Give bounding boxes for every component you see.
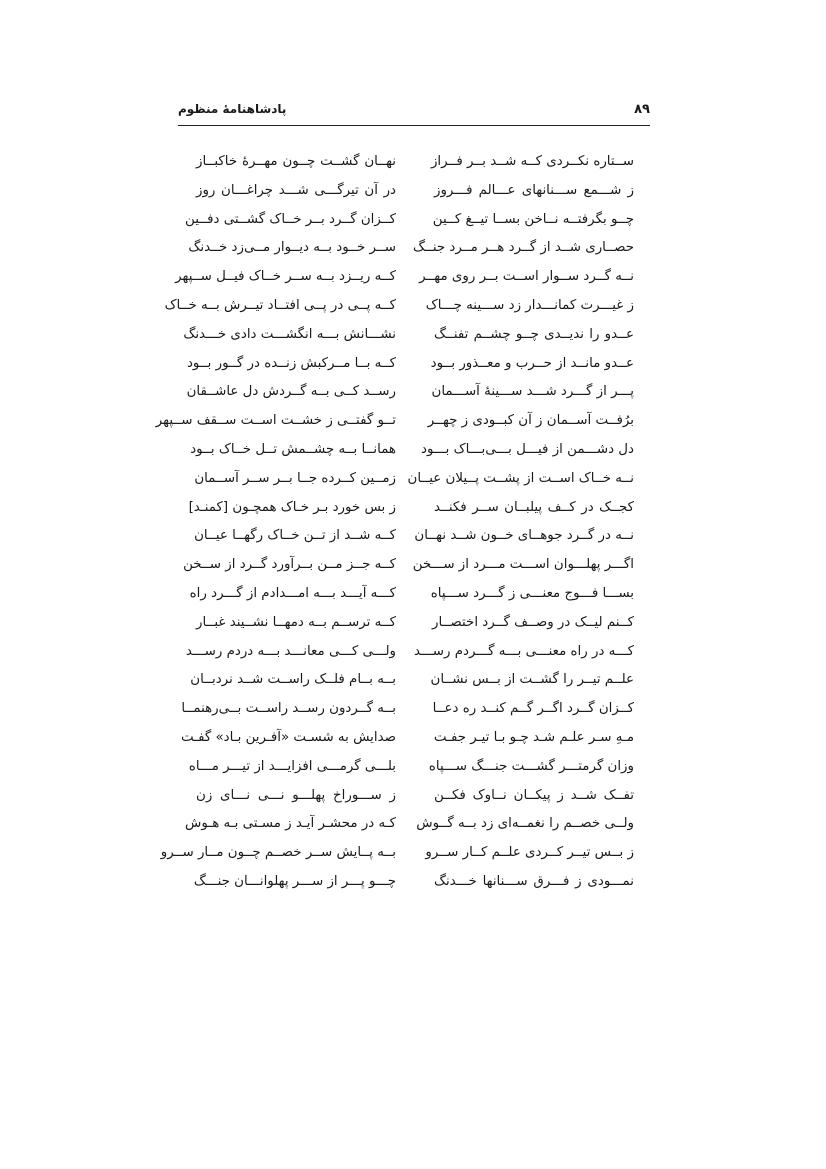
second-hemistich: نشـــانش بـــه انگشـــت دادی خـــدنگ	[183, 326, 396, 342]
second-hemistich: ز ســـوراخ پهلـــو نـــی نـــای زن	[196, 787, 396, 803]
couplet	[185, 810, 634, 839]
couplet	[196, 465, 634, 494]
second-hemistich: بــه پــایش ســر خصــم چــون مــار ســرو	[160, 845, 396, 861]
first-hemistich: ز بــس تیــر کــردی علــم کــار ســرو	[425, 845, 634, 861]
first-hemistich: برُفــت آســمان ز آن کبــودی ز چهــر	[427, 413, 634, 429]
first-hemistich: کجــک در کــف پیلبــان ســر فکنــد	[434, 499, 634, 515]
second-hemistich: نهــان گشــت چــون مهــرهٔ خاکبــاز	[196, 154, 396, 169]
first-hemistich: چــو بگرفتــه نــاخن بســا تیــغ کــین	[432, 211, 634, 227]
couplet	[188, 234, 634, 263]
couplet	[155, 407, 634, 436]
couplet	[181, 695, 634, 724]
page-number: ۸۹	[634, 102, 650, 117]
second-hemistich: کــه پــی در پــی افتــاد تیــرش بــه خــاک	[164, 297, 396, 313]
first-hemistich: دل دشـــمن از فیـــل بـــی‌بـــاک بـــود	[421, 441, 634, 457]
couplet	[183, 551, 634, 580]
first-hemistich: علــم تیــر را گشــت از بــس نشــان	[430, 672, 634, 688]
couplet	[188, 753, 634, 782]
first-hemistich: ولــی خصــم را نغمــه‌ای زد بــه گــوش	[416, 816, 634, 832]
first-hemistich: عــدو را ندیــدی چــو چشــم تفنــگ	[434, 326, 634, 342]
first-hemistich: ز شـــمع ســـنانهای عـــالم فـــروز	[434, 182, 634, 198]
first-hemistich: ســتاره نکــردی کــه شــد بــر فــراز	[430, 154, 634, 169]
second-hemistich: صدایش به شسـت «آفـرین بـاد» گفـت	[181, 729, 396, 745]
header-rule	[178, 125, 650, 126]
couplet	[188, 494, 634, 523]
couplet	[181, 724, 634, 753]
first-hemistich: تفــک شــد ز پیکــان نــاوک فکــن	[434, 787, 634, 803]
second-hemistich: زمــین کــرده جــا بــر ســر آســمان	[194, 470, 396, 486]
first-hemistich: نمـــودی ز فـــرق ســـنانها خـــدنگ	[434, 873, 634, 889]
second-hemistich: کـه در محشـر آیـد ز مسـتی بـه هـوش	[185, 816, 396, 832]
first-hemistich: کــنم لیــک در وصــف گــرد اختصــار	[432, 614, 634, 630]
second-hemistich: ز بس خورد بـر خـاک همچـون [کمنـد]	[188, 499, 396, 515]
couplet	[193, 868, 634, 897]
second-hemistich: کــه جــز مــن بــرآورد گــرد از ســخن	[183, 557, 396, 573]
couplet	[186, 378, 634, 407]
running-header	[178, 100, 650, 124]
second-hemistich: بــه بــام فلــک راســت شــد نردبــان	[190, 672, 396, 688]
first-hemistich: نــه گــرد ســوار اســت بــر روی مهــر	[419, 269, 634, 285]
couplet	[185, 206, 634, 235]
first-hemistich: نــه در گــرد جوهــای خــون شــد نهــان	[414, 528, 634, 544]
couplet	[186, 350, 634, 379]
second-hemistich: رســد کــی بــه گــردش دل عاشــقان	[186, 384, 396, 400]
couplet	[160, 839, 634, 868]
second-hemistich: در آن تیرگـــی شـــد چراغـــان روز	[196, 182, 396, 198]
second-hemistich: کــه ترســم بــه دمهــا نشــیند غبــار	[196, 614, 396, 630]
first-hemistich: وزان گرمتـــر گشـــت جنـــگ ســـپاه	[428, 758, 634, 774]
first-hemistich: نــه خــاک اســت از پشــت پــیلان عیــان	[407, 470, 634, 486]
second-hemistich: کــزان گــرد بــر خــاک گشــتی دفــین	[185, 211, 396, 227]
couplet	[196, 782, 634, 811]
first-hemistich: بســـا فـــوج معنـــی ز گـــرد ســـپاه	[430, 585, 634, 601]
couplet	[189, 580, 634, 609]
couplet	[196, 148, 634, 177]
first-hemistich: حصــاری شــد از گــرد هــر مــرد جنــگ	[413, 240, 634, 256]
couplet	[164, 292, 634, 321]
first-hemistich: پـــر از گـــرد شـــد ســـینهٔ آســـمان	[431, 384, 634, 400]
second-hemistich: کــه شــد از تــن خــاک رگهــا عیــان	[194, 528, 396, 544]
second-hemistich: چـــو پـــر از ســـر پهلوانـــان جنـــگ	[193, 873, 396, 889]
first-hemistich: مـهِ سـر علـم شـد چـو بـا تیـر جفـت	[433, 729, 634, 745]
first-hemistich: عــدو مانــد از حــرب و معــذور بــود	[430, 355, 634, 371]
second-hemistich: کــه ریــزد بــه ســر خــاک فیــل ســپهر	[175, 269, 396, 285]
first-hemistich: ز غیـــرت کمانـــدار زد ســـینه چـــاک	[425, 297, 634, 313]
first-hemistich: کــزان گــرد اگــر گــم کنــد ره دعــا	[432, 701, 634, 717]
couplet	[190, 666, 634, 695]
second-hemistich: کـــه آیـــد بـــه امـــدادم از گـــرد راه	[189, 585, 396, 601]
first-hemistich: اگـــر پهلـــوان اســـت مـــرد از ســـخن	[412, 557, 634, 573]
second-hemistich: تــو گفتــی ز خشــت اســت ســقف ســپهر	[155, 413, 396, 429]
second-hemistich: همانــا بــه چشــمش تــل خــاک بــود	[190, 441, 396, 457]
first-hemistich: کـــه در راه معنـــی بـــه گـــردم رســـد	[413, 643, 634, 659]
second-hemistich: ولـــی کـــی معانـــد بـــه دردم رســـد	[185, 643, 396, 659]
book-title: پادشاهنامهٔ منظوم	[178, 102, 287, 116]
couplet	[196, 522, 634, 551]
couplet	[196, 177, 634, 206]
second-hemistich: بلـــی گرمـــی افزایـــد از تیـــر مـــاه	[188, 758, 396, 774]
second-hemistich: کــه بــا مــرکبش زنــده در گــور بــود	[186, 355, 396, 371]
couplet	[190, 436, 634, 465]
couplet	[196, 609, 634, 638]
second-hemistich: ســر خــود بــه دیــوار مــی‌زد خــدنگ	[188, 240, 396, 256]
second-hemistich: بــه گــردون رســد راســت بــی‌رهنمــا	[181, 701, 396, 717]
couplet	[175, 263, 634, 292]
couplet	[183, 321, 634, 350]
couplet	[185, 638, 634, 667]
poem-verses	[155, 148, 634, 897]
